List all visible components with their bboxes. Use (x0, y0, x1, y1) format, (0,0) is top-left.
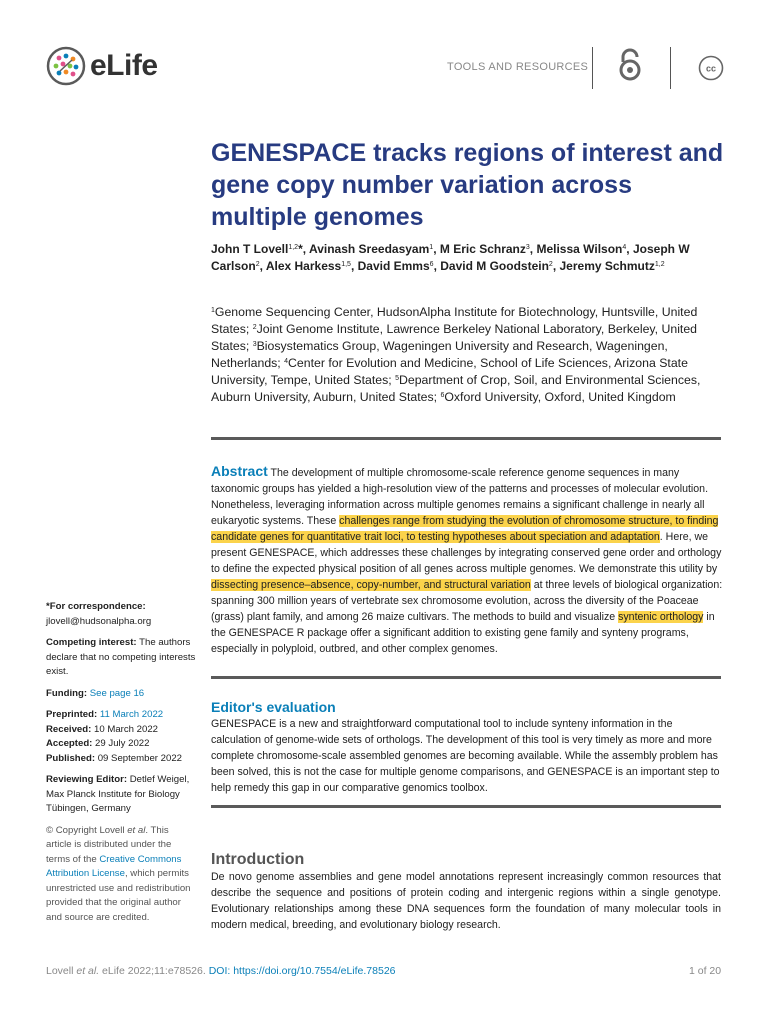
accepted-value: 29 July 2022 (92, 738, 150, 749)
citation-etal: et al. (76, 965, 100, 977)
author-affiliation-number: 1,5 (341, 261, 351, 268)
abstract-text: The development of multiple chromosome-scale reference genome sequences in many taxonomic groups has yielded a high-resolution view of the patterns and processes of molecular evolution. Nonetheless, leveraging information across multiple genomes remains a significant challenge in nearly all eukaryotic systems. These (211, 467, 709, 527)
header-divider (592, 47, 593, 89)
svg-text:cc: cc (705, 63, 717, 74)
elife-logo[interactable] (46, 46, 158, 86)
author-affiliation-number: 4 (622, 244, 627, 251)
footer-citation (46, 965, 396, 977)
creative-commons-icon[interactable] (698, 55, 724, 81)
author-affiliation-number: 3 (525, 244, 530, 251)
affiliation-number: 2 (252, 324, 257, 331)
copyright-block (46, 824, 196, 926)
article-type-label: TOOLS AND RESOURCES (447, 61, 589, 73)
article-sidebar (46, 600, 196, 932)
abstract-body (211, 467, 722, 655)
copyright-text-2: . This article is distributed under the terms of the (46, 824, 172, 865)
editors-evaluation-body: GENESPACE is a new and straightforward computational tool to include synteny information in the calculation of genome-wide sets of orthologs. The development of this tool is very timely as more and more complete chromosome-scale assembled genomes are becoming available. While the assembly problem has been solved, this is not the case for multiple genome comparisons, and GENESPACE is an important step to help remedy this gap in our comparative genomics toolbox. (211, 718, 720, 794)
preprinted-label: Preprinted: (46, 709, 98, 720)
reviewing-editor-label: Reviewing Editor: (46, 774, 128, 785)
abstract-heading: Abstract (211, 463, 268, 479)
correspondence-block (46, 600, 196, 629)
author-separator: , (433, 259, 441, 273)
copyright-etal: et al (127, 824, 146, 836)
author-affiliation-number: 1,2 (654, 261, 665, 268)
correspondence-label: *For correspondence: (46, 601, 146, 612)
citation-author: Lovell (46, 965, 77, 977)
abstract (211, 463, 723, 657)
author-list (211, 241, 721, 275)
received-value: 10 March 2022 (91, 723, 158, 735)
correspondence-email[interactable]: jlovell@hudsonalpha.org (46, 615, 152, 627)
affiliation-text: Genome Sequencing Center, HudsonAlpha Institute for Biotechnology, Huntsville, United States; (211, 305, 698, 336)
abstract-text: in the GENESPACE R package offer a significant addition to existing gene family and synteny programs, especially in polyploid, outbred, and other complex genomes. (211, 611, 715, 655)
affiliation-number: 4 (284, 358, 289, 365)
open-access-icon[interactable] (616, 48, 644, 82)
author-separator: , (259, 259, 266, 273)
author-separator: *, (298, 242, 309, 256)
section-divider (211, 437, 721, 440)
affiliation-text: Joint Genome Institute, Lawrence Berkeley National Laboratory, Berkeley, United States; (211, 322, 698, 353)
competing-interest-label: Competing interest: (46, 637, 137, 648)
author-affiliation-number: 2 (255, 261, 260, 268)
section-divider (211, 805, 721, 808)
header-divider (670, 47, 671, 89)
logo-text: eLife (90, 49, 158, 82)
author-affiliation-number: 1 (429, 244, 434, 251)
article-title: GENESPACE tracks regions of interest and gene copy number variation across multiple genomes (211, 139, 724, 231)
author-affiliation-number: 6 (429, 261, 434, 268)
published-label: Published: (46, 752, 96, 764)
author-name: David Emms (357, 259, 430, 273)
preprinted-link[interactable]: 11 March 2022 (99, 709, 164, 720)
abstract-highlight: syntenic orthology (618, 611, 704, 623)
introduction-body: De novo genome assemblies and gene model annotations represent increasingly common resources that describe the sequence and positions of protein coding and intergenic regions within a single genotype. Evolutionary relationships among these DNA sequences form the foundation of many molecular tools in modern medical, breeding, and evolutionary biology research. (211, 871, 721, 931)
competing-interest-text: The authors declare that no competing interests exist. (46, 637, 196, 677)
affiliation-text: Department of Crop, Soil, and Environmental Sciences, Auburn University, Auburn, United States; (211, 373, 701, 404)
abstract-text: . Here, we present GENESPACE, which addresses these challenges by integrating conserved gene order and orthology to define the expected physical position of all genes across multiple genomes. We demonstrate this utility by (211, 531, 722, 575)
received-label: Received: (46, 723, 92, 735)
affiliation-text: Center for Evolution and Medicine, School of Life Sciences, Arizona State University, Tempe, United States; (211, 356, 688, 387)
affiliation-text: Oxford University, Oxford, United Kingdom (444, 390, 676, 404)
introduction-heading: Introduction (211, 851, 305, 868)
author-separator: , (552, 259, 560, 273)
author-name: Joseph W Carlson (211, 242, 690, 273)
affiliation-number: 1 (211, 307, 215, 314)
editors-evaluation-heading: Editor's evaluation (211, 699, 336, 715)
author-separator: , (529, 242, 537, 256)
funding-block (46, 687, 196, 702)
affiliation-number: 6 (440, 392, 445, 399)
author-name: David M Goodstein (440, 259, 549, 273)
funding-label: Funding: (46, 687, 88, 699)
license-text: , which permits unrestricted use and redistribution provided that the original author and source are credited. (46, 868, 191, 923)
author-name: Melissa Wilson (536, 242, 623, 256)
reviewing-editor-value: Detlef Weigel, Max Planck Institute for Biology Tübingen, Germany (46, 774, 190, 814)
affiliation-text: Biosystematics Group, Wageningen University and Research, Wageningen, Netherlands; (211, 339, 668, 370)
competing-interest-block (46, 636, 196, 680)
funding-link[interactable]: See page 16 (89, 687, 145, 699)
abstract-highlight: challenges range from studying the evolution of chromosome structure, to finding candidate genes for quantitative trait loci, to testing hypotheses about speciation and adaptation (211, 515, 719, 543)
accepted-label: Accepted: (46, 738, 93, 749)
affiliation-number: 5 (395, 375, 399, 382)
doi-link[interactable]: DOI: https://doi.org/10.7554/eLife.78526 (208, 965, 396, 977)
author-separator: , (433, 242, 440, 256)
author-name: Avinash Sreedasyam (308, 242, 430, 256)
elife-logo-icon (46, 46, 86, 86)
dates-block (46, 708, 196, 766)
author-name: John T Lovell (211, 242, 289, 256)
author-name: M Eric Schranz (439, 242, 526, 256)
abstract-text: at three levels of biological organization: spanning 300 million years of vertebrate sex chromosome evolution, across the diversity of the Poaceae (grass) plant family, and among 26 maize cultivars. The methods to build and visualize (211, 579, 723, 623)
author-separator: , (626, 242, 633, 256)
author-name: Alex Harkess (265, 259, 342, 273)
reviewing-editor-block (46, 773, 196, 817)
author-affiliation-number: 2 (548, 261, 553, 268)
license-link[interactable]: Creative Commons Attribution License (46, 853, 182, 879)
author-affiliation-number: 1,2 (288, 244, 299, 251)
author-separator: , (350, 259, 358, 273)
citation-journal: eLife 2022;11:e78526. (99, 965, 209, 977)
affiliation-number: 3 (252, 341, 257, 348)
section-divider (211, 676, 721, 679)
author-name: Jeremy Schmutz (559, 259, 655, 273)
copyright-text: © Copyright Lovell (46, 824, 128, 836)
abstract-highlight: dissecting presence–absence, copy-number, and structural variation (211, 579, 531, 591)
page-number: 1 of 20 (689, 965, 722, 977)
affiliations (211, 304, 716, 406)
published-value: 09 September 2022 (95, 752, 182, 764)
